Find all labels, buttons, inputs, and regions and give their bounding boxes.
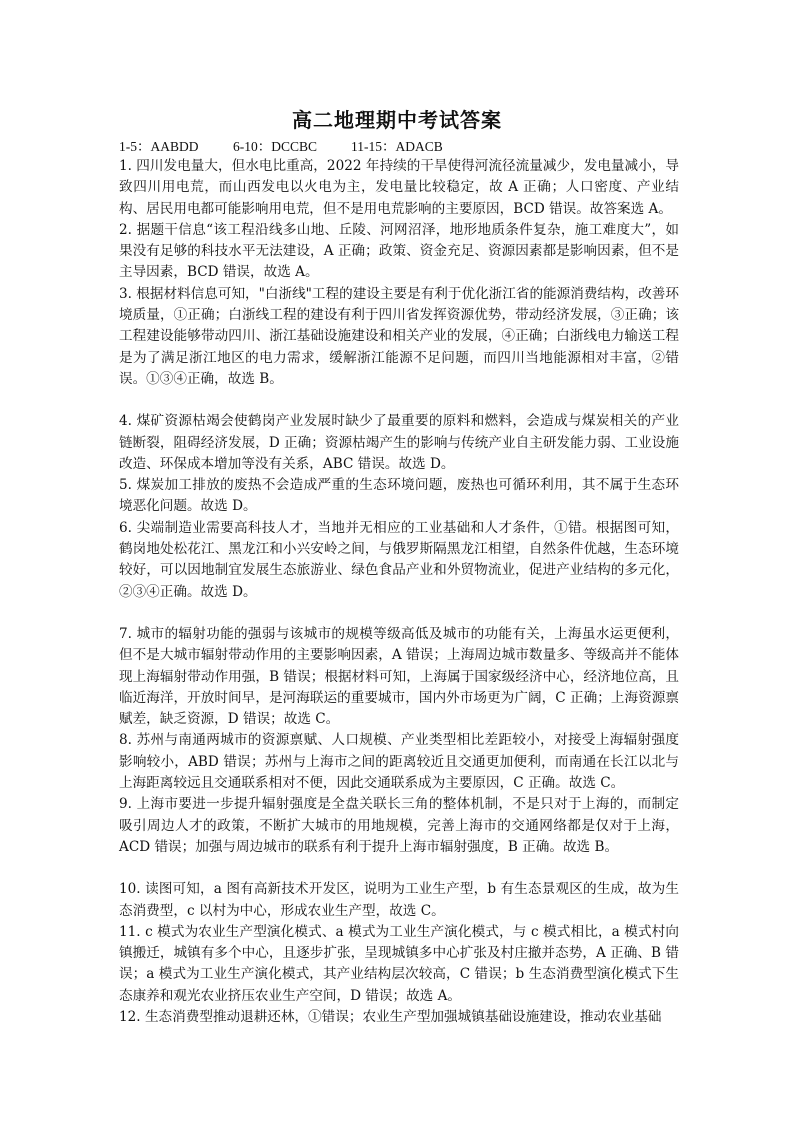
answer-explanation-11: 11. c 模式为农业生产型演化模式、a 模式为工业生产演化模式，与 c 模式相比，a 模式村向镇搬迁，城镇有多个中心，且逐步扩张，呈现城镇多中心扩张及村庄撤并态势，A 正确、B 错误；a 模式为工业生产演化模式，其产业结构层次较高，C 错误；b 生态消费型演化模式下生态康养和观光农业挤压农业生产空间，D 错误；故选 A。 [119,923,679,1004]
answer-explanation-9: 9. 上海市要进一步提升辐射强度是全盘关联长三角的整体机制，不是只对于上海的，而制定吸引周边人才的政策，不断扩大城市的用地规模，完善上海市的交通网络都是仅对于上海，ACD 错误；加强与周边城市的联系有利于提升上海市辐射强度，B 正确。故选 B。 [119,796,679,855]
answer-explanation-4: 4. 煤矿资源枯竭会使鹤岗产业发展时缺少了最重要的原料和燃料，会造成与煤炭相关的产业链断裂，阻碍经济发展，D 正确；资源枯竭产生的影响与传统产业自主研发能力弱、工业设施改造、环保成本增加等没有关系，ABC 错误。故选 D。 [119,413,679,472]
answer-key-1-5: 1-5：AABDD [119,139,199,154]
answer-key-11-15: 11-15：ADACB [351,139,443,154]
page-title: 高二地理期中考试答案 [292,108,502,132]
answer-key-6-10: 6-10：DCCBC [233,139,318,154]
answer-key-row [119,135,443,155]
answer-explanation-5: 5. 煤炭加工排放的废热不会造成严重的生态环境问题，废热也可循环利用，其不属于生态环境恶化问题。故选 D。 [119,477,679,515]
answer-explanation-10: 10. 读图可知，a 图有高新技术开发区，说明为工业生产型，b 有生态景观区的生成，故为生态消费型，c 以村为中心，形成农业生产型，故选 C。 [119,881,679,919]
answer-explanation-6: 6. 尖端制造业需要高科技人才，当地并无相应的工业基础和人才条件，①错。根据图可知，鹤岗地处松花江、黑龙江和小兴安岭之间，与俄罗斯隔黑龙江相望，自然条件优越，生态环境较好，可以因地制宜发展生态旅游业、绿色食品产业和外贸物流业，促进产业结构的多元化，②③④正确。故选 D。 [119,519,679,600]
answer-explanations [119,156,679,1028]
answer-explanation-1: 1. 四川发电量大，但水电比重高，2022 年持续的干旱使得河流径流量减少，发电量减小，导致四川用电荒，而山西发电以火电为主，发电量比较稳定，故 A 正确；人口密度、产业结构、居民用电都可能影响用电荒，但不是用电荒影响的主要原因，BCD 错误。故答案选 A。 [119,158,679,217]
answer-explanation-12: 12. 生态消费型推动退耕还林，①错误；农业生产型加强城镇基础设施建设，推动农业基础 [119,1008,662,1025]
answer-explanation-2: 2. 据题干信息“该工程沿线多山地、丘陵、河网沼泽，地形地质条件复杂，施工难度大”，如果没有足够的科技水平无法建设，A 正确；政策、资金充足、资源因素都是影响因素，但不是主导因素，BCD 错误，故选 A。 [119,221,679,281]
answer-explanation-3: 3. 根据材料信息可知，"白浙线"工程的建设主要是有利于优化浙江省的能源消费结构，改善环境质量，①正确；白浙线工程的建设有利于四川省发挥资源优势，带动经济发展，③正确；该工程建设能够带动四川、浙江基础设施建设和相关产业的发展，④正确；白浙线电力输送工程是为了满足浙江地区的电力需求，缓解浙江能源不足问题，而四川当地能源相对丰富，②错误。①③④正确，故选 B。 [119,285,679,387]
answer-explanation-7: 7. 城市的辐射功能的强弱与该城市的规模等级高低及城市的功能有关，上海虽水运更便利，但不是大城市辐射带动作用的主要影响因素，A 错误；上海周边城市数量多、等级高并不能体现上海辐射带动作用强，B 错误；根据材料可知，上海属于国家级经济中心，经济地位高，且临近海洋，开放时间早，是河海联运的重要城市，国内外市场更为广阔，C 正确；上海资源禀赋差，缺乏资源，D 错误；故选 C。 [119,625,679,728]
answer-explanation-8: 8. 苏州与南通两城市的资源禀赋、人口规模、产业类型相比差距较小，对接受上海辐射强度影响较小，ABD 错误；苏州与上海市之间的距离较近且交通更加便利，而南通在长江以北与上海距离较远且交通联系相对不便，因此交通联系成为主要原因，C 正确。故选 C。 [119,732,679,792]
